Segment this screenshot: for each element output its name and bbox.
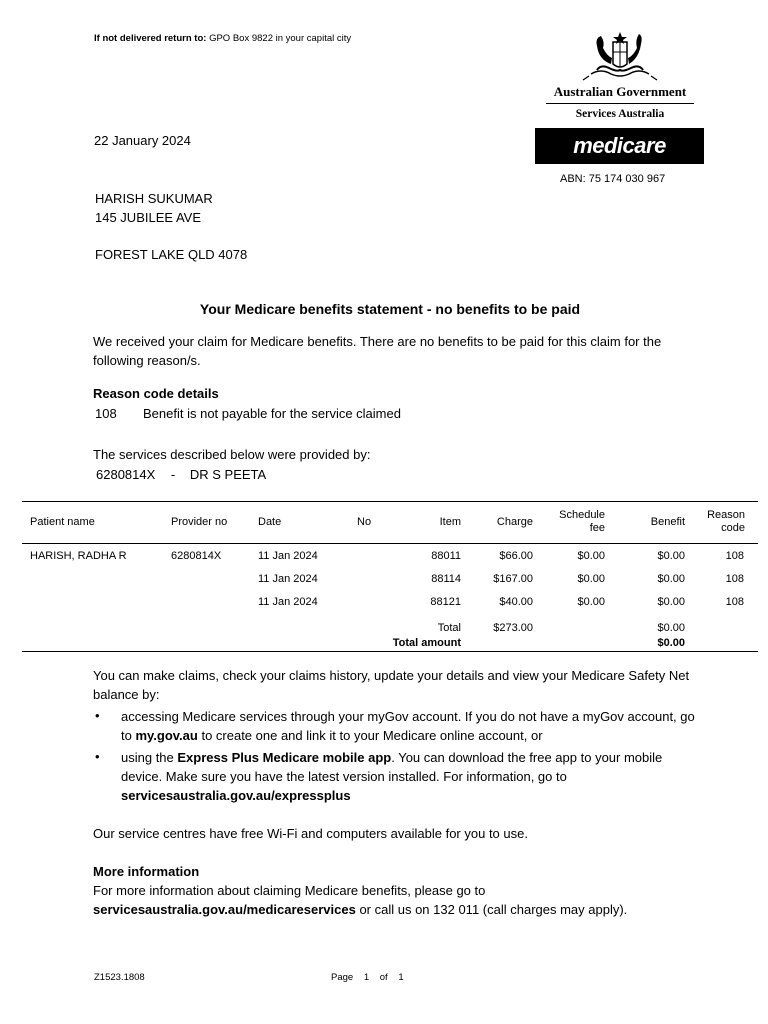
total-label: Total (437, 622, 461, 634)
total-amount-label: Total amount (392, 637, 461, 649)
row-date: 11 Jan 2024 (258, 550, 318, 562)
provider-number-cell: 6280814X (171, 550, 222, 562)
bullet-mygov-tail: to create one and link it to your Medicare online account, or (197, 728, 543, 743)
statement-title: Your Medicare benefits statement - no benefits to be paid (199, 301, 581, 317)
page-of: of (379, 972, 388, 983)
page-current: 1 (363, 972, 370, 983)
reason-description: Benefit is not payable for the service claimed (143, 406, 401, 421)
total-charge: $273.00 (493, 622, 533, 634)
coat-of-arms-icon (581, 30, 659, 82)
page-number (331, 972, 404, 983)
header-item: Item (439, 516, 461, 528)
header-benefit: Benefit (650, 516, 685, 528)
agency-name: Services Australia (575, 108, 665, 120)
row-fee: $0.00 (577, 550, 605, 562)
recipient-name: HARISH SUKUMAR (95, 191, 213, 206)
header-charge: Charge (496, 516, 533, 528)
total-amount: $0.00 (657, 637, 685, 649)
abn: ABN: 75 174 030 967 (560, 173, 666, 185)
bullet-mygov-text: accessing Medicare services through your myGov account. If you do not have a myGov account, go to (121, 709, 695, 743)
bullet-express-plus (121, 748, 701, 805)
header-schedule-line2: fee (589, 522, 605, 534)
bullet-express-middle: . You can download the free app to your mobile device. Make sure you have the latest version installed. For information, go to (121, 750, 663, 784)
government-name: Australian Government (553, 84, 687, 99)
header-reason-line2: code (721, 522, 745, 534)
row-item: 88011 (431, 550, 461, 562)
page-label: Page (331, 972, 354, 983)
patient-name: HARISH, RADHA R (30, 550, 127, 562)
bullet-marker: • (95, 708, 100, 723)
row-reason: 108 (725, 573, 744, 585)
medicare-wordmark: medicare (573, 133, 666, 158)
row-reason: 108 (725, 550, 744, 562)
table-bottom-rule (22, 651, 758, 652)
row-date: 11 Jan 2024 (258, 596, 318, 608)
recipient-city: FOREST LAKE QLD 4078 (95, 247, 248, 262)
header-reason-line1: Reason (707, 509, 745, 521)
row-benefit: $0.00 (657, 550, 685, 562)
table-header-rule (22, 543, 758, 544)
more-info-tail: or call us on 132 011 (call charges may apply). (355, 902, 628, 917)
header-schedule (559, 509, 605, 535)
more-info-line (93, 900, 733, 919)
bullet-marker: • (95, 749, 100, 764)
bullet-express-text: using the (121, 750, 178, 765)
row-fee: $0.00 (577, 573, 605, 585)
row-fee: $0.00 (577, 596, 605, 608)
expressplus-link[interactable]: servicesaustralia.gov.au/expressplus (121, 788, 351, 803)
medicareservices-link[interactable]: servicesaustralia.gov.au/medicareservices (93, 902, 356, 917)
return-address (94, 33, 351, 44)
provider-separator: - (170, 467, 176, 482)
row-date: 11 Jan 2024 (258, 573, 318, 585)
form-code: Z1523.1808 (94, 972, 145, 983)
reason-code: 108 (95, 406, 117, 421)
logo-divider (546, 103, 694, 104)
row-charge: $66.00 (499, 550, 533, 562)
provider-number: 6280814X (96, 467, 156, 482)
reason-heading: Reason code details (93, 386, 219, 401)
row-benefit: $0.00 (657, 573, 685, 585)
bullet-mygov (121, 707, 701, 745)
row-charge: $167.00 (493, 573, 533, 585)
return-address-label: If not delivered return to: (94, 33, 207, 44)
row-item: 88114 (431, 573, 461, 585)
government-logo (536, 30, 704, 120)
more-info-text: For more information about claiming Medicare benefits, please go to (93, 883, 486, 898)
express-plus-app-name: Express Plus Medicare mobile app (177, 750, 392, 765)
row-reason: 108 (725, 596, 744, 608)
letter-date: 22 January 2024 (94, 133, 191, 148)
intro-paragraph: We received your claim for Medicare benefits. There are no benefits to be paid for this claim for the following reason/s. (93, 334, 662, 368)
header-patient: Patient name (30, 516, 95, 528)
provider-intro: The services described below were provided by: (93, 447, 371, 462)
row-item: 88121 (430, 596, 461, 608)
header-provider: Provider no (171, 516, 228, 528)
provider-name: DR S PEETA (189, 467, 267, 482)
row-benefit: $0.00 (657, 596, 685, 608)
table-top-rule (22, 501, 758, 502)
medicare-logo (535, 128, 704, 164)
header-date: Date (258, 516, 282, 528)
header-schedule-line1: Schedule (559, 509, 605, 521)
wifi-note: Our service centres have free Wi-Fi and computers available for you to use. (93, 826, 528, 841)
header-no: No (357, 516, 372, 528)
recipient-street: 145 JUBILEE AVE (95, 210, 201, 225)
more-info-heading: More information (93, 864, 200, 879)
row-charge: $40.00 (499, 596, 533, 608)
total-benefit: $0.00 (657, 622, 685, 634)
mygov-link[interactable]: my.gov.au (135, 728, 198, 743)
header-reason (707, 509, 745, 535)
return-address-text: GPO Box 9822 in your capital city (206, 33, 352, 44)
claims-intro: You can make claims, check your claims history, update your details and view your Medicare Safety Net balance by: (93, 668, 690, 702)
page-total: 1 (398, 972, 404, 983)
provider-line (96, 467, 266, 482)
